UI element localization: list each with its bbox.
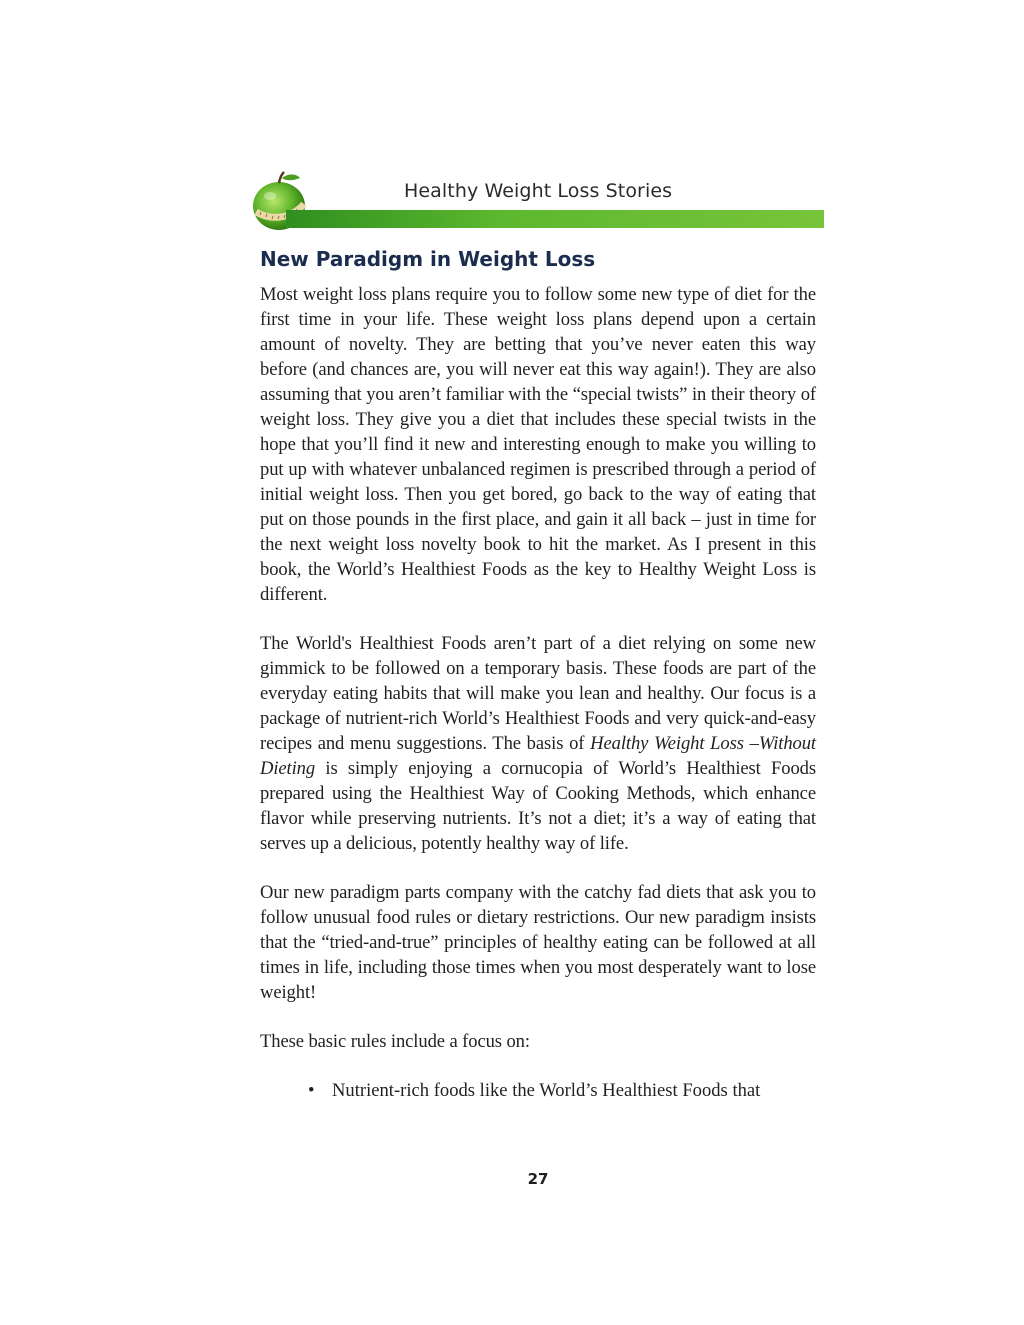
page-body [260, 244, 816, 1103]
bullet-text: Nutrient-rich foods like the World’s Healthiest Foods that [332, 1080, 761, 1101]
header-title: Healthy Weight Loss Stories [404, 180, 673, 202]
paragraph-3: Our new paradigm parts company with the catchy fad diets that ask you to follow unusual food rules or dietary restrictions. Our new paradigm insists that the “tried-and-true” principles of healthy eating can be followed at all times in life, including those times when you most desperately want to lose weight! [260, 882, 816, 1003]
section-heading: New Paradigm in Weight Loss [260, 247, 596, 271]
paragraph-2-text-end: is simply enjoying a cornucopia of World’s Healthiest Foods prepared using the Healthiest Way of Cooking Methods, which enhance flavor while preserving nutrients. It’s not a diet; it’s a way of eating that serves up a delicious, potently healthy way of life. [260, 758, 816, 854]
list-item [260, 1078, 816, 1103]
book-title-italic: Healthy Weight Loss –Without Dieting [260, 733, 816, 779]
paragraph-2-text-start: The World's Healthiest Foods aren’t part of a diet relying on some new gimmick to be followed on a temporary basis. These foods are part of the everyday eating habits that will make you lean and healthy. Our focus is a package of nutrient-rich World’s Healthiest Foods and very quick-and-easy recipes and menu suggestions. The basis of [260, 633, 816, 754]
paragraph-4: These basic rules include a focus on: [260, 1031, 530, 1052]
bullet-marker: • [308, 1080, 315, 1101]
page-number: 27 [527, 1170, 549, 1188]
running-header [246, 168, 824, 234]
paragraph-1: Most weight loss plans require you to follow some new type of diet for the first time in your life. These weight loss plans depend upon a certain amount of novelty. They are betting that you’ve never eaten this way before (and chances are, you will never eat this way again!). They are also assuming that you aren’t familiar with the “special twists” in their theory of weight loss. They give you a diet that includes these special twists in the hope that you’ll find it new and interesting enough to make you willing to put up with whatever unbalanced regimen is prescribed through a period of initial weight loss. Then you get bored, go back to the way of eating that put on those pounds in the first place, and gain it all back – just in time for the next weight loss novelty book to hit the market. As I present in this book, the World’s Healthiest Foods as the key to Healthy Weight Loss is different. [260, 284, 816, 605]
header-rule [286, 210, 824, 228]
paragraph-2 [260, 631, 816, 856]
bullet-list [260, 1078, 816, 1103]
